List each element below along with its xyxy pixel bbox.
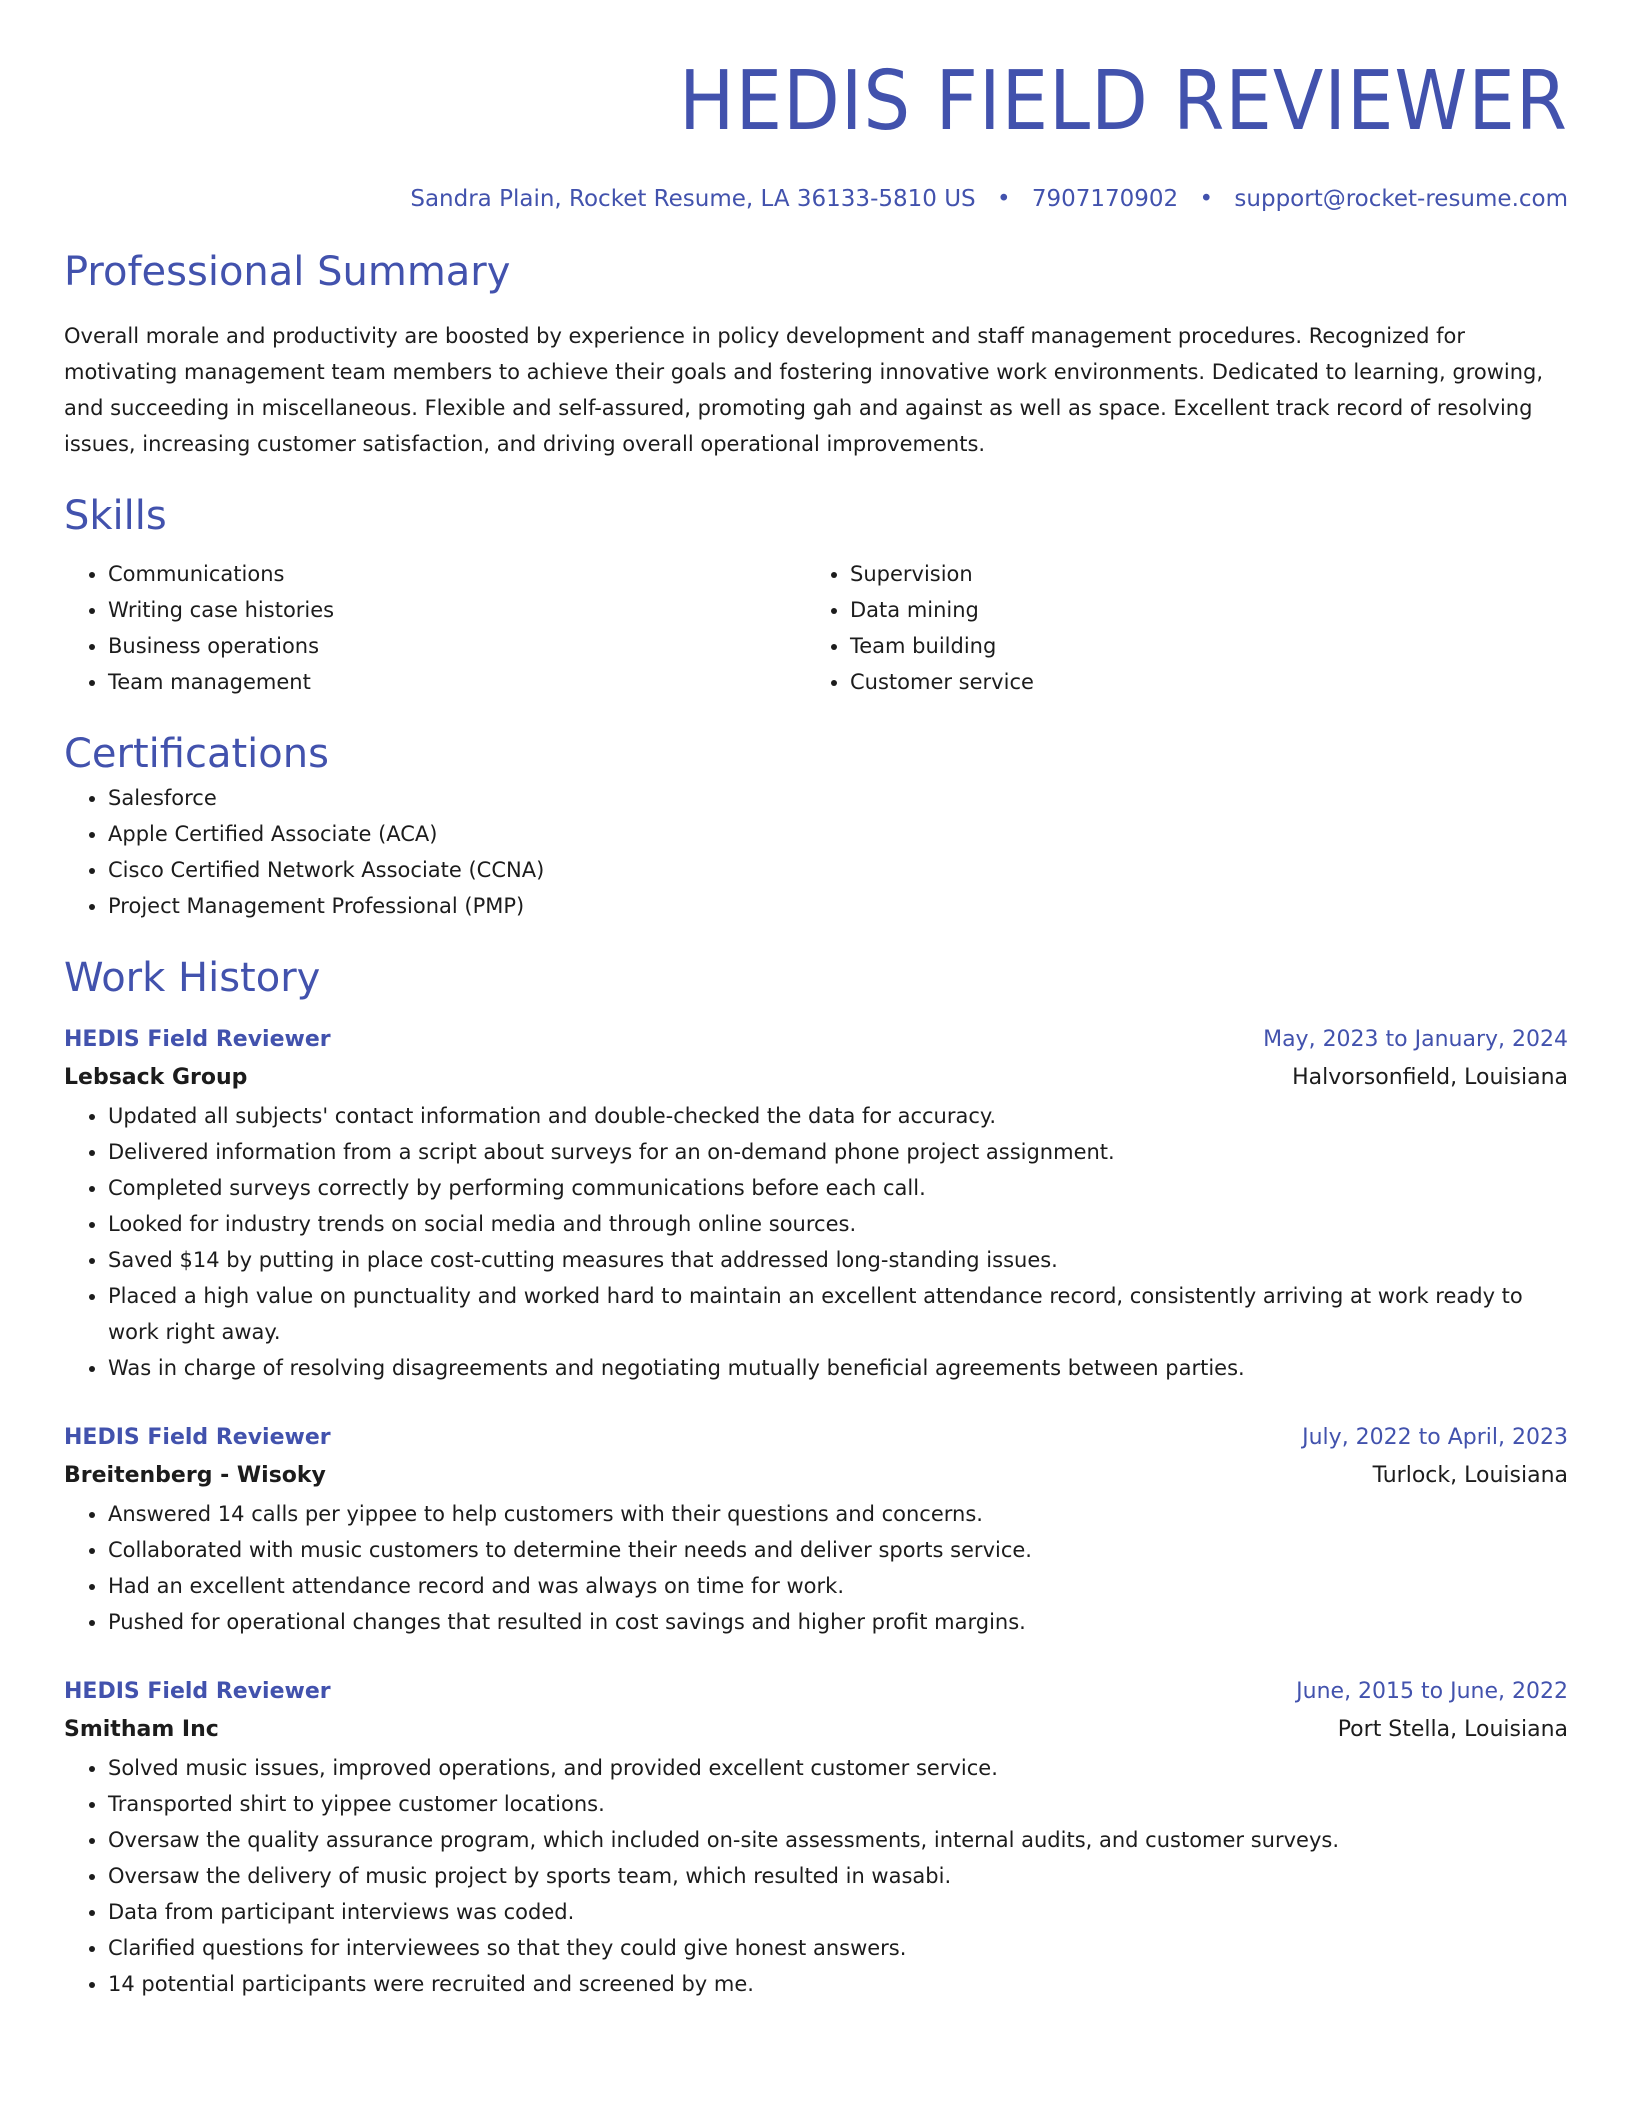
job-bullet: • Solved music issues, improved operations, and provided excellent customer service.	[108, 1750, 1568, 1786]
skill-item: • Team building	[850, 628, 1548, 664]
job-title: HEDIS Field Reviewer	[64, 1425, 331, 1450]
job-dates: July, 2022 to April, 2023	[1302, 1425, 1568, 1450]
job-bullet: • Placed a high value on punctuality and worked hard to maintain an excellent attendance record, consistently arriving at work ready to work right away.	[108, 1278, 1568, 1350]
job-bullet: • Delivered information from a script about surveys for an on-demand phone project assignment.	[108, 1134, 1568, 1170]
job-entry	[64, 1674, 1568, 2002]
job-bullets	[64, 1750, 1568, 2002]
job-title: HEDIS Field Reviewer	[64, 1679, 331, 1704]
job-dates: May, 2023 to January, 2024	[1263, 1027, 1568, 1052]
contact-address: Sandra Plain, Rocket Resume, LA 36133-5810 US	[410, 186, 976, 212]
skill-item: • Business operations	[108, 628, 806, 664]
contact-phone: 7907170902	[1031, 186, 1179, 212]
certifications-list	[64, 780, 1568, 924]
job-title: HEDIS Field Reviewer	[64, 1027, 331, 1052]
certification-item: • Salesforce	[108, 780, 1568, 816]
job-company: Breitenberg - Wisoky	[64, 1463, 326, 1488]
work-history-heading: Work History	[64, 955, 321, 1001]
job-entry	[64, 1420, 1568, 1640]
job-location: Turlock, Louisiana	[1372, 1463, 1568, 1488]
contact-line	[64, 184, 1568, 214]
skills-heading: Skills	[64, 493, 167, 539]
job-company: Lebsack Group	[64, 1065, 248, 1090]
skill-item: • Team management	[108, 664, 806, 700]
job-bullet: • Updated all subjects' contact information and double-checked the data for accuracy.	[108, 1098, 1568, 1134]
job-company-row	[64, 1058, 1568, 1098]
skills-list-left	[64, 556, 806, 700]
job-bullet: • Clarified questions for interviewees so that they could give honest answers.	[108, 1930, 1568, 1966]
certification-item: • Project Management Professional (PMP)	[108, 888, 1568, 924]
job-bullet: • Saved $14 by putting in place cost-cutting measures that addressed long-standing issues.	[108, 1242, 1568, 1278]
summary-heading: Professional Summary	[64, 249, 511, 295]
contact-separator: •	[1199, 186, 1214, 212]
job-bullet: • Transported shirt to yippee customer locations.	[108, 1786, 1568, 1822]
job-bullet: • Had an excellent attendance record and was always on time for work.	[108, 1568, 1568, 1604]
job-entry	[64, 1022, 1568, 1386]
job-bullet: • Data from participant interviews was coded.	[108, 1894, 1568, 1930]
skills-column-right	[806, 556, 1548, 700]
job-header-row	[64, 1022, 1568, 1058]
skill-item: • Customer service	[850, 664, 1548, 700]
skill-item: • Supervision	[850, 556, 1548, 592]
job-company: Smitham Inc	[64, 1717, 219, 1742]
summary-text: Overall morale and productivity are boosted by experience in policy development and staff management procedures. Recognized for motivating management team members to achieve their goals and fostering innovative work environments. Dedicated to learning, growing, and succeeding in miscellaneous. Flexible and self-assured, promoting gah and against as well as space. Excellent track record of resolving issues, increasing customer satisfaction, and driving overall operational improvements.	[64, 324, 1544, 456]
skills-list-right	[806, 556, 1548, 700]
certification-item: • Apple Certified Associate (ACA)	[108, 816, 1568, 852]
skill-item: • Data mining	[850, 592, 1548, 628]
job-header-row	[64, 1420, 1568, 1456]
job-location: Halvorsonfield, Louisiana	[1292, 1065, 1568, 1090]
job-company-row	[64, 1710, 1568, 1750]
certification-item: • Cisco Certified Network Associate (CCNA)	[108, 852, 1568, 888]
skill-item: • Writing case histories	[108, 592, 806, 628]
job-location: Port Stella, Louisiana	[1337, 1717, 1568, 1742]
skills-grid	[64, 556, 1568, 700]
job-header-row	[64, 1674, 1568, 1710]
job-bullets	[64, 1496, 1568, 1640]
job-bullet: • Completed surveys correctly by performing communications before each call.	[108, 1170, 1568, 1206]
skills-column-left	[64, 556, 806, 700]
job-bullet: • Oversaw the quality assurance program, which included on-site assessments, internal audits, and customer surveys.	[108, 1822, 1568, 1858]
job-bullet: • Looked for industry trends on social media and through online sources.	[108, 1206, 1568, 1242]
job-bullet: • Collaborated with music customers to determine their needs and deliver sports service.	[108, 1532, 1568, 1568]
contact-separator: •	[996, 186, 1011, 212]
job-bullet: • Oversaw the delivery of music project by sports team, which resulted in wasabi.	[108, 1858, 1568, 1894]
job-dates: June, 2015 to June, 2022	[1296, 1679, 1568, 1704]
certifications-heading: Certifications	[64, 731, 329, 777]
contact-email: support@rocket-resume.com	[1234, 186, 1568, 212]
job-bullet: • Was in charge of resolving disagreements and negotiating mutually beneficial agreements between parties.	[108, 1350, 1568, 1386]
skill-item: • Communications	[108, 556, 806, 592]
job-bullet: • Answered 14 calls per yippee to help customers with their questions and concerns.	[108, 1496, 1568, 1532]
job-bullets	[64, 1098, 1568, 1386]
page-title: HEDIS FIELD REVIEWER	[679, 54, 1568, 149]
job-bullet: • Pushed for operational changes that resulted in cost savings and higher profit margins.	[108, 1604, 1568, 1640]
job-company-row	[64, 1456, 1568, 1496]
job-bullet: • 14 potential participants were recruited and screened by me.	[108, 1966, 1568, 2002]
